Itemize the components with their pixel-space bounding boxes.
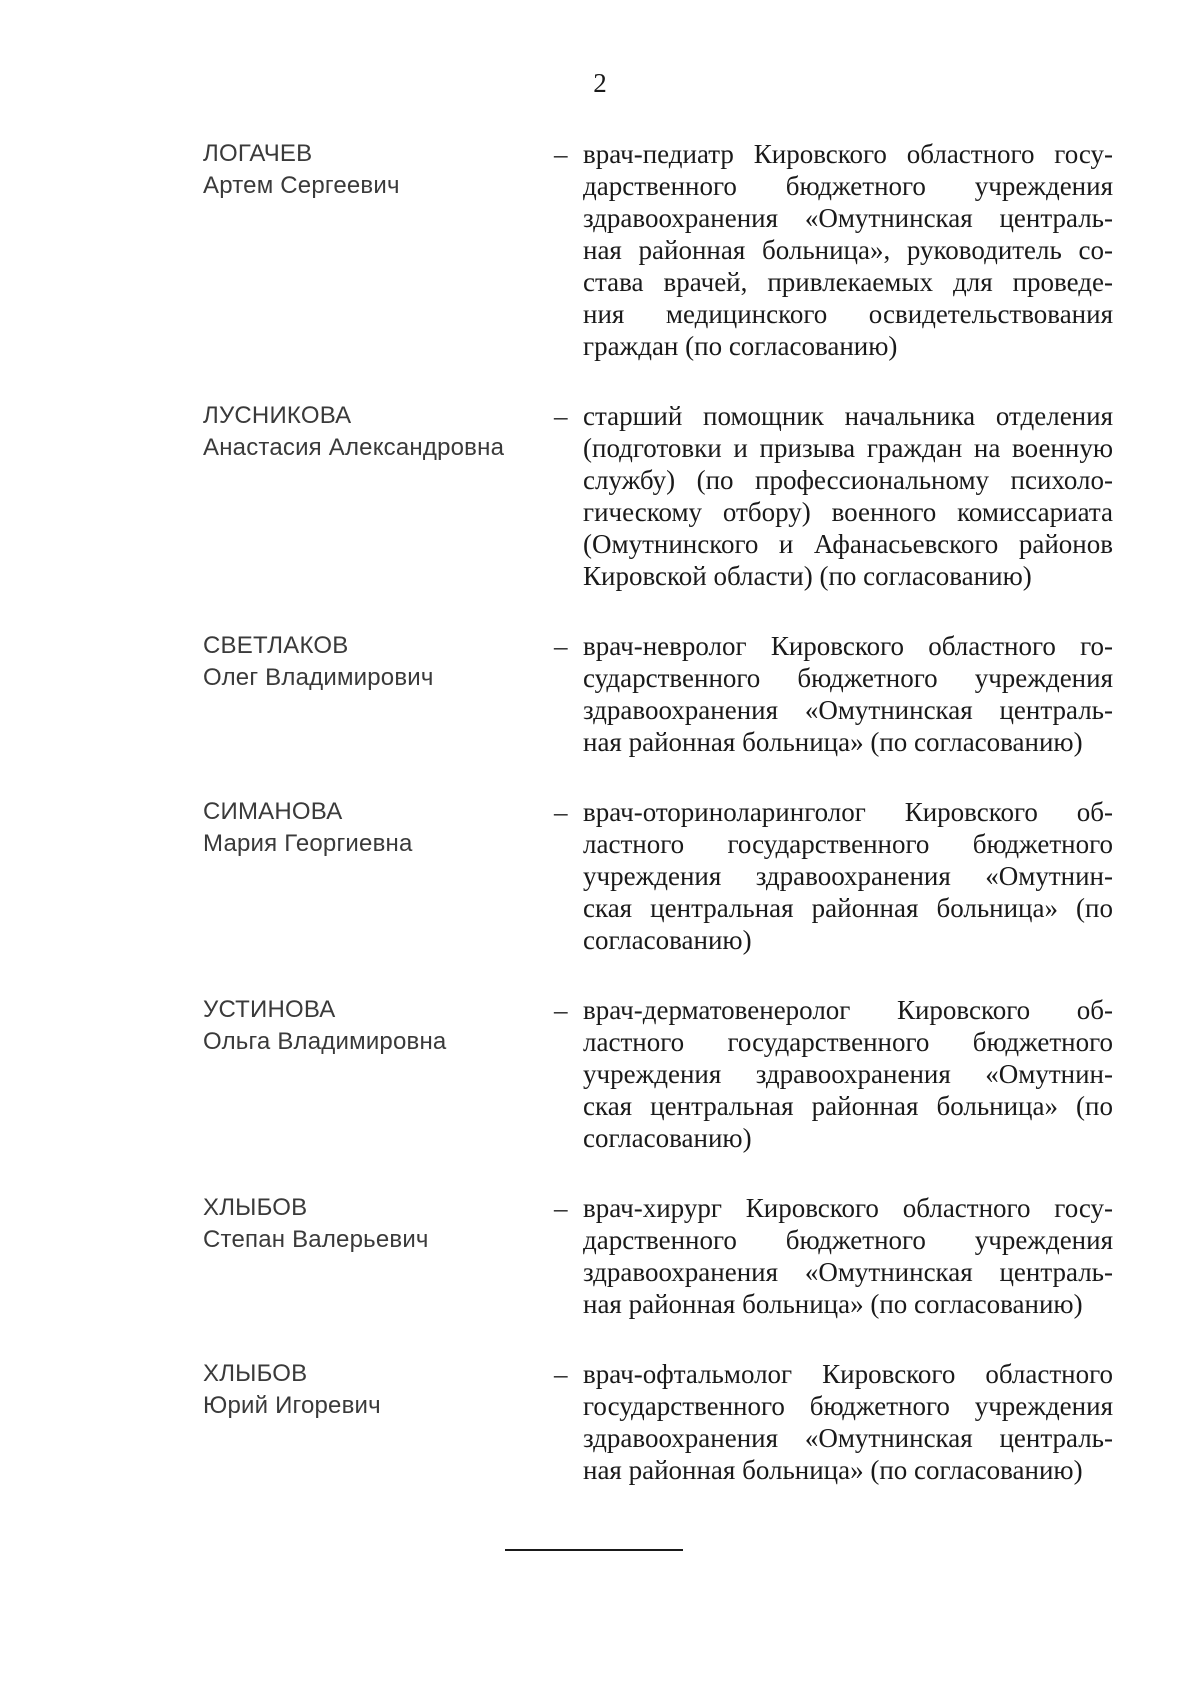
position-line: сударственного бюджетного учреждения (583, 663, 1113, 693)
position-line: ластного государственного бюджетного (583, 829, 1113, 859)
position-line: здравоохранения «Омутнинская централь- (583, 203, 1113, 233)
member-given-name: Анастасия Александровна (203, 434, 505, 461)
entry-dash: – (554, 797, 568, 827)
member-surname: ХЛЫБОВ (203, 1360, 308, 1387)
position-line: (Омутнинского и Афанасьевского районов (583, 529, 1113, 559)
member-position (583, 400, 1113, 592)
entry-dash: – (554, 631, 568, 661)
position-line: здравоохранения «Омутнинская централь- (583, 1423, 1113, 1453)
position-line: ская центральная районная больница» (по (583, 893, 1113, 923)
member-entry (0, 1192, 1200, 1320)
position-line: врач-оториноларинголог Кировского об- (583, 797, 1113, 827)
position-line: врач-хирург Кировского областного госу- (583, 1193, 1113, 1223)
member-name (203, 400, 543, 464)
position-line: врач-дерматовенеролог Кировского об- (583, 995, 1113, 1025)
member-list (0, 138, 1200, 1524)
member-surname: СВЕТЛАКОВ (203, 632, 349, 659)
position-line: согласованию) (583, 925, 752, 955)
position-line: ластного государственного бюджетного (583, 1027, 1113, 1057)
member-surname: СИМАНОВА (203, 798, 343, 825)
page-number: 2 (593, 68, 607, 98)
position-line: (подготовки и призыва граждан на военную (583, 433, 1113, 463)
member-name (203, 994, 543, 1058)
member-given-name: Артем Сергеевич (203, 172, 400, 199)
member-given-name: Мария Георгиевна (203, 830, 413, 857)
member-given-name: Олег Владимирович (203, 664, 434, 691)
member-entry (0, 630, 1200, 758)
member-given-name: Степан Валерьевич (203, 1226, 429, 1253)
entry-dash: – (554, 1359, 568, 1389)
closing-divider (505, 1549, 683, 1551)
member-entry (0, 1358, 1200, 1486)
member-position (583, 994, 1113, 1154)
member-entry (0, 796, 1200, 956)
entry-dash: – (554, 1193, 568, 1223)
position-line: ния медицинского освидетельствования (583, 299, 1113, 329)
member-given-name: Юрий Игоревич (203, 1392, 381, 1419)
position-line: граждан (по согласованию) (583, 331, 898, 361)
member-name (203, 1358, 543, 1422)
member-position (583, 796, 1113, 956)
position-line: врач-офтальмолог Кировского областного (583, 1359, 1113, 1389)
position-line: службу) (по профессиональному психоло- (583, 465, 1113, 495)
position-line: дарственного бюджетного учреждения (583, 171, 1113, 201)
position-line: государственного бюджетного учреждения (583, 1391, 1113, 1421)
entry-dash: – (554, 995, 568, 1025)
position-line: здравоохранения «Омутнинская централь- (583, 695, 1113, 725)
position-line: учреждения здравоохранения «Омутнин- (583, 1059, 1113, 1089)
entry-dash: – (554, 139, 568, 169)
member-surname: ЛУСНИКОВА (203, 402, 352, 429)
member-position (583, 630, 1113, 758)
position-line: гическому отбору) военного комиссариата (583, 497, 1113, 527)
position-line: ная районная больница», руководитель со- (583, 235, 1113, 265)
position-line: ная районная больница» (по согласованию) (583, 1289, 1083, 1319)
position-line: здравоохранения «Омутнинская централь- (583, 1257, 1113, 1287)
position-line: ная районная больница» (по согласованию) (583, 727, 1083, 757)
member-name (203, 630, 543, 694)
position-line: става врачей, привлекаемых для проведе- (583, 267, 1113, 297)
position-line: согласованию) (583, 1123, 752, 1153)
member-surname: УСТИНОВА (203, 996, 336, 1023)
member-position (583, 1192, 1113, 1320)
member-entry (0, 994, 1200, 1154)
member-position (583, 138, 1113, 362)
member-name (203, 138, 543, 202)
position-line: врач-педиатр Кировского областного госу- (583, 139, 1113, 169)
member-name (203, 1192, 543, 1256)
member-entry (0, 138, 1200, 362)
position-line: старший помощник начальника отделения (583, 401, 1113, 431)
member-position (583, 1358, 1113, 1486)
position-line: Кировской области) (по согласованию) (583, 561, 1032, 591)
member-surname: ХЛЫБОВ (203, 1194, 308, 1221)
position-line: врач-невролог Кировского областного го- (583, 631, 1113, 661)
member-given-name: Ольга Владимировна (203, 1028, 447, 1055)
position-line: ная районная больница» (по согласованию) (583, 1455, 1083, 1485)
position-line: учреждения здравоохранения «Омутнин- (583, 861, 1113, 891)
entry-dash: – (554, 401, 568, 431)
member-entry (0, 400, 1200, 592)
member-name (203, 796, 543, 860)
position-line: ская центральная районная больница» (по (583, 1091, 1113, 1121)
position-line: дарственного бюджетного учреждения (583, 1225, 1113, 1255)
member-surname: ЛОГАЧЕВ (203, 140, 313, 167)
